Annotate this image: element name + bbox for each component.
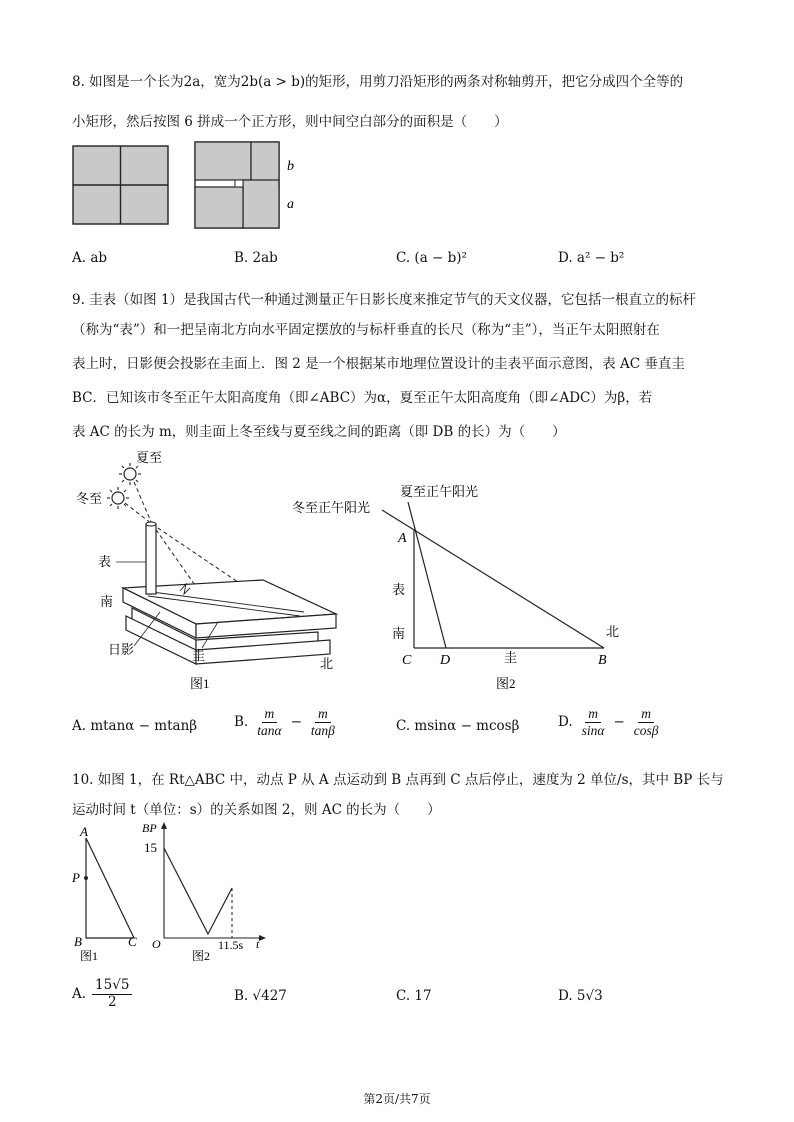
fig2-south-label: 南: [392, 627, 406, 642]
q10-a-den: 2: [107, 993, 117, 1010]
q9-b-num2: m: [315, 706, 331, 723]
q10-figure2: [140, 818, 276, 966]
q9-d-den2: cosβ: [633, 722, 659, 738]
q9-b-num1: m: [262, 706, 278, 723]
q10-xaxis-label: t: [256, 937, 260, 951]
fig1-caption: 图1: [190, 676, 210, 691]
q10-point-b: B: [74, 934, 82, 949]
q10-yaxis-label: BP: [142, 821, 157, 835]
q9-line5: 表 AC 的长为 m，则圭面上冬至线与夏至线之间的距离（即 DB 的长）为（ ）: [72, 424, 566, 440]
q10-option-b[interactable]: B. √427: [234, 988, 287, 1004]
bp-time-curve: [164, 848, 232, 934]
q9-option-a[interactable]: A. mtanα − mtanβ: [72, 718, 198, 734]
fig2-north-label: 北: [606, 625, 620, 640]
q10-option-a[interactable]: [72, 978, 132, 1010]
q10-point-p: P: [72, 870, 80, 885]
q9-b-den1: tanα: [257, 722, 282, 738]
fig2-summer-light-label: 夏至正午阳光: [400, 485, 479, 500]
q10-a-num: 15√5: [92, 978, 132, 995]
q8-rectangle-figure: [73, 146, 168, 224]
q9-d-num2: m: [638, 706, 654, 723]
q8-option-a[interactable]: A. ab: [72, 250, 108, 266]
point-a-label: A: [398, 531, 407, 546]
fig1-summer-label: 夏至: [136, 451, 163, 466]
q10-fig1-caption: 图1: [80, 949, 99, 963]
q10-fig2-caption: 图2: [192, 949, 211, 963]
q8-line1: 8. 如图是一个长为2a，宽为2b(a > b)的矩形，用剪刀沿矩形的两条对称轴剪开，把它分成四个全等的: [72, 74, 684, 90]
q8-label-b: b: [287, 159, 294, 174]
fig1-gui-label: 圭: [192, 649, 206, 664]
q10-y15-label: 15: [144, 840, 157, 855]
fig1-north-label: 北: [320, 657, 334, 672]
q10-point-c: C: [128, 934, 137, 949]
fig1-south-label: 南: [100, 595, 114, 610]
q10-x-mark-label: 11.5s: [218, 938, 244, 952]
q9-d-num1: m: [585, 706, 601, 723]
q10-line1: 10. 如图 1，在 Rt△ABC 中，动点 P 从 A 点运动到 B 点再到 C 点后停止，速度为 2 单位/s，其中 BP 长与: [72, 772, 724, 788]
fig2-caption: 图2: [496, 676, 516, 691]
q9-option-b[interactable]: B. $\frac{m}{\tan\alpha}$ − $\frac{m}{\tan\beta}$: [234, 706, 338, 738]
q9-option-d[interactable]: D. $\frac{m}{\sin\alpha}$ − $\frac{m}{\cos\beta}$: [558, 706, 662, 738]
fig1-winter-label: 冬至: [76, 492, 103, 507]
q8-option-d[interactable]: D. a² − b²: [558, 250, 625, 266]
point-c-label: C: [402, 653, 412, 668]
fig2-biao-label: 表: [392, 583, 406, 598]
q9-line4: BC．已知该市冬至正午太阳高度角（即∠ABC）为α，夏至正午太阳高度角（即∠ADC）为β，若: [72, 390, 653, 406]
q8-figures: [70, 140, 310, 232]
q8-option-c[interactable]: C. (a − b)²: [396, 250, 467, 266]
q9-b-den2: tanβ: [310, 722, 335, 738]
q10-figure1: [68, 822, 148, 964]
q9-option-b-label: B.: [234, 714, 249, 731]
q10-line2: 运动时间 t（单位：s）的关系如图 2，则 AC 的长为（ ）: [72, 802, 441, 818]
q9-figure2: [288, 478, 648, 696]
q9-option-c[interactable]: C. msinα − mcosβ: [396, 718, 520, 734]
q8-option-b[interactable]: B. 2ab: [234, 250, 278, 266]
q10-option-a-label: A.: [72, 986, 87, 1003]
winter-sun-icon: [107, 487, 129, 509]
q8-line2: 小矩形，然后按图 6 拼成一个正方形，则中间空白部分的面积是（ ）: [72, 114, 508, 130]
q10-point-a: A: [80, 824, 88, 839]
q10-option-d[interactable]: D. 5√3: [558, 988, 603, 1004]
q9-line1: 9. 圭表（如图 1）是我国古代一种通过测量正午日影长度来推定节气的天文仪器，它包括一根直立的标杆: [72, 292, 697, 308]
q10-origin-label: O: [152, 937, 161, 951]
q9-line3: 表上时，日影便会投影在圭面上．图 2 是一个根据某市地理位置设计的圭表平面示意图，表 AC 垂直圭: [72, 356, 685, 372]
q10-option-c[interactable]: C. 17: [396, 988, 432, 1004]
q8-square-figure: [195, 142, 279, 228]
point-b-label: B: [598, 653, 607, 668]
q9-line2: （称为“表”）和一把呈南北方向水平固定摆放的与标杆垂直的长尺（称为“圭”），当正午太阳照射在: [72, 322, 660, 338]
q9-option-d-label: D.: [558, 714, 573, 731]
q9-d-den1: sinα: [581, 722, 605, 738]
page-footer: 第2页/共7页: [363, 1092, 431, 1106]
fig1-shadow-label: 日影: [108, 643, 135, 658]
point-d-label: D: [440, 653, 451, 668]
q8-label-a: a: [287, 197, 294, 212]
fig2-gui-label: 圭: [504, 651, 518, 666]
summer-sun-icon: [119, 463, 141, 485]
fig1-biao-label: 表: [98, 555, 112, 570]
fig2-winter-light-label: 冬至正午阳光: [292, 501, 371, 516]
biao-pole: [146, 522, 156, 594]
